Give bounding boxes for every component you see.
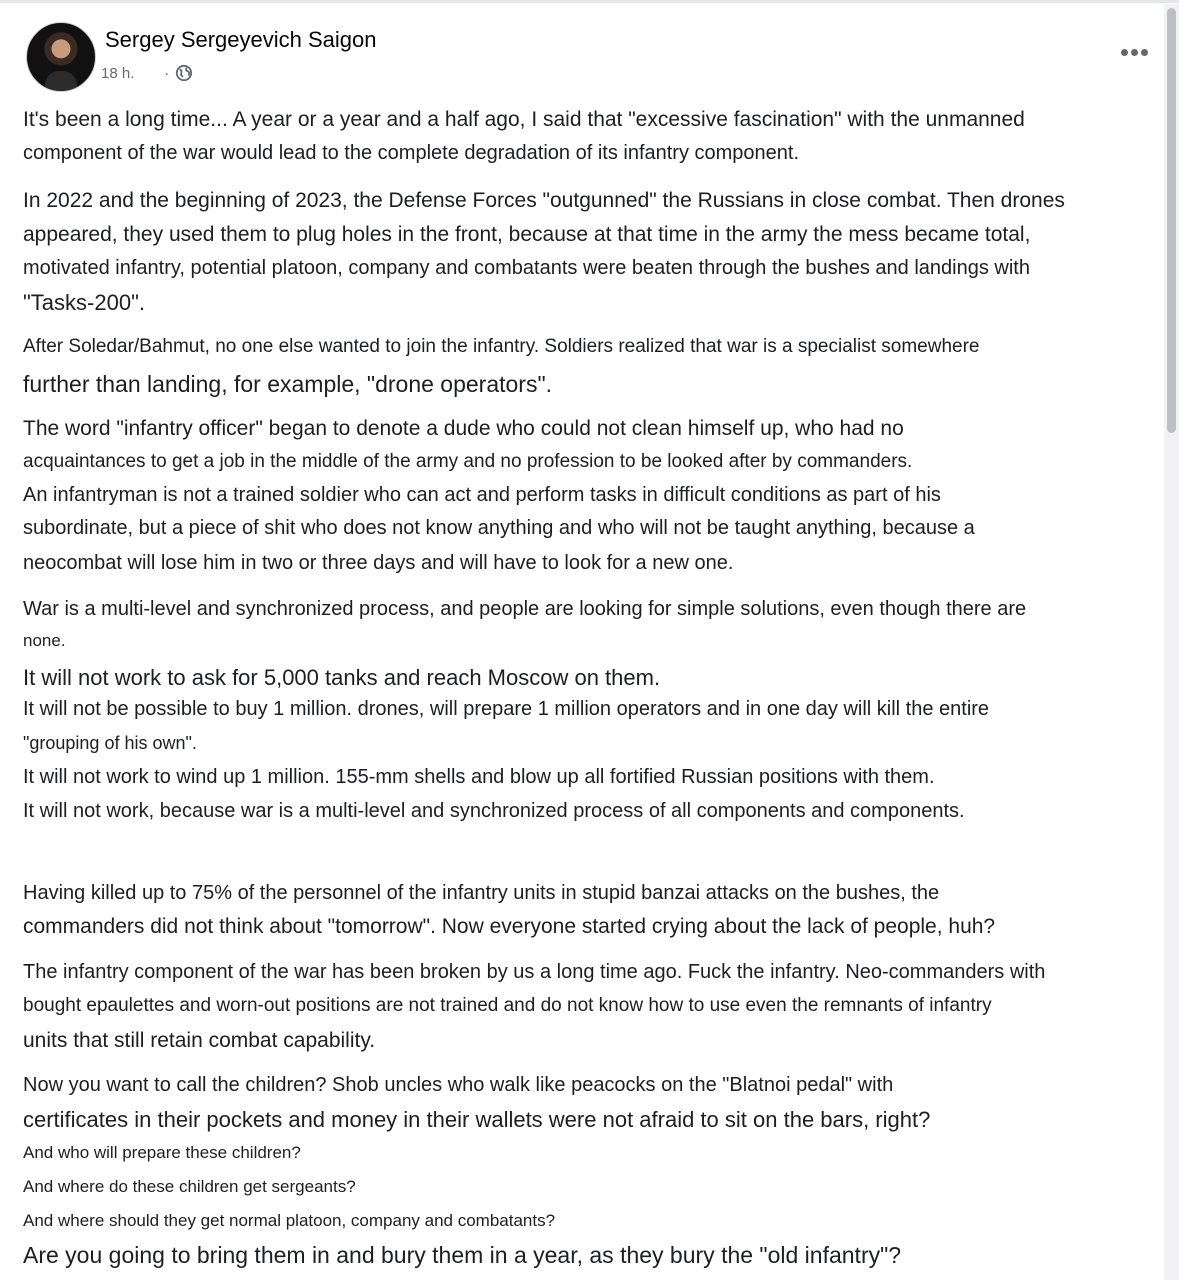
author-name[interactable]: Sergey Sergeyevich Saigon: [105, 27, 377, 52]
post-line: Having killed up to 75% of the personnel of the infantry units in stupid banzai attacks on the bushes, the: [23, 882, 940, 904]
post-line: neocombat will lose him in two or three days and will have to look for a new one.: [23, 552, 734, 574]
post-meta: [101, 64, 193, 82]
scrollbar-thumb[interactable]: [1167, 8, 1176, 433]
post-line: In 2022 and the beginning of 2023, the Defense Forces "outgunned" the Russians in close combat. Then drones: [23, 189, 1065, 212]
post-line: War is a multi-level and synchronized process, and people are looking for simple solutions, even though there are: [23, 598, 1027, 620]
post-line: The infantry component of the war has been broken by us a long time ago. Fuck the infantry. Neo-commanders with: [23, 961, 1046, 983]
post-line: An infantryman is not a trained soldier who can act and perform tasks in difficult conditions as part of his: [23, 484, 941, 506]
post-time[interactable]: 18 h.: [101, 64, 135, 82]
post-line: acquaintances to get a job in the middle of the army and no profession to be looked after by commanders.: [23, 451, 913, 472]
post-line: It will not work, because war is a multi-level and synchronized process of all components and components.: [23, 800, 965, 822]
window-top-border: [0, 0, 1179, 3]
post-line: It will not work to ask for 5,000 tanks and reach Moscow on them.: [23, 665, 661, 690]
post-line: After Soledar/Bahmut, no one else wanted to join the infantry. Soldiers realized that war is a specialist somewhere: [23, 336, 980, 357]
post-line: bought epaulettes and worn-out positions are not trained and do not know how to use even the remnants of infantry: [23, 995, 992, 1016]
post-line: And where do these children get sergeants?: [23, 1177, 356, 1196]
post-line: "Tasks-200".: [23, 290, 145, 315]
post-line: It's been a long time... A year or a year and a half ago, I said that "excessive fascination" with the unmanned: [23, 108, 1025, 131]
post-line: further than landing, for example, "drone operators".: [23, 371, 553, 397]
globe-icon[interactable]: [175, 64, 193, 82]
post-line: appeared, they used them to plug holes in the front, because at that time in the army the mess became total,: [23, 223, 1031, 246]
post-line: none.: [23, 631, 66, 650]
post-line: motivated infantry, potential platoon, company and combatants were beaten through the bushes and landings with: [23, 257, 1030, 279]
post-line: And who will prepare these children?: [23, 1143, 301, 1162]
post-line: certificates in their pockets and money in their wallets were not afraid to sit on the bars, right?: [23, 1107, 931, 1132]
post-line: It will not be possible to buy 1 million. drones, will prepare 1 million operators and in one day will kill the entire: [23, 698, 990, 720]
post-line: units that still retain combat capability.: [23, 1029, 376, 1052]
post-line: The word "infantry officer" began to denote a dude who could not clean himself up, who had no: [23, 417, 904, 440]
scrollbar[interactable]: [1164, 4, 1179, 1280]
meta-separator: ·: [164, 64, 170, 82]
post-line: Are you going to bring them in and bury them in a year, as they bury the "old infantry"?: [23, 1242, 902, 1268]
post-line: commanders did not think about "tomorrow". Now everyone started crying about the lack of people, huh?: [23, 915, 996, 938]
post-line: And where should they get normal platoon, company and combatants?: [23, 1211, 556, 1230]
post-line: subordinate, but a piece of shit who does not know anything and who will not be taught anything, because a: [23, 517, 975, 539]
post-line: It will not work to wind up 1 million. 155-mm shells and blow up all fortified Russian positions with them.: [23, 766, 935, 788]
post-line: "grouping of his own".: [23, 733, 197, 753]
more-options-icon[interactable]: [1118, 44, 1152, 62]
post-line: component of the war would lead to the complete degradation of its infantry component.: [23, 142, 800, 164]
author-avatar[interactable]: [26, 22, 96, 92]
post-line: Now you want to call the children? Shob uncles who walk like peacocks on the "Blatnoi pedal" with: [23, 1074, 894, 1096]
